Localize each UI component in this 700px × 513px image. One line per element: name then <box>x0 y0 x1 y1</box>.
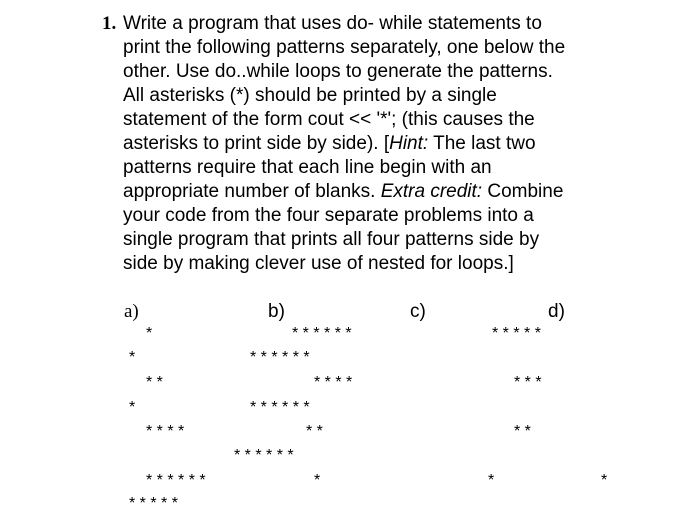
problem-text <box>123 12 623 276</box>
problem-line: single program that prints all four patterns side by <box>123 229 540 250</box>
pattern-row: * * * * * * <box>146 472 206 489</box>
pattern-row: * <box>129 399 136 416</box>
problem-line-text: The last two <box>428 133 536 154</box>
problem-line: statement of the form cout << '*'; (this causes the <box>123 109 535 130</box>
pattern-row: * * * * * * <box>250 399 310 416</box>
pattern-row: * * * * <box>314 374 353 391</box>
pattern-row: * <box>129 349 136 366</box>
problem-line: side by making clever use of nested for loops.] <box>123 253 514 274</box>
pattern-row: * <box>488 472 495 489</box>
problem-line: All asterisks (*) should be printed by a single <box>123 85 497 106</box>
pattern-row: * <box>146 325 153 342</box>
pattern-row: * * * * <box>146 423 185 440</box>
pattern-label-a: a) <box>124 301 139 322</box>
pattern-row: * * * * * * <box>292 325 352 342</box>
problem-line: patterns require that each line begin with an <box>123 157 492 178</box>
pattern-row: * <box>601 472 608 489</box>
problem-line: print the following patterns separately, one below the <box>123 37 566 58</box>
problem-line-text: Combine <box>482 181 564 202</box>
problem-line: Write a program that uses do- while statements to <box>123 13 542 34</box>
problem-line: your code from the four separate problems into a <box>123 205 534 226</box>
pattern-row: * * * * * <box>129 495 178 512</box>
pattern-row: * * * <box>514 374 542 391</box>
pattern-row: * * <box>146 374 163 391</box>
pattern-label-b: b) <box>268 301 285 322</box>
problem-line-text: appropriate number of blanks. <box>123 181 381 202</box>
problem-number: 1. <box>102 13 117 34</box>
pattern-label-c: c) <box>410 301 426 322</box>
problem-line <box>123 132 623 156</box>
pattern-row: * * <box>514 423 531 440</box>
pattern-row: * * <box>306 423 323 440</box>
problem-line <box>123 180 623 204</box>
problem-line-text: asterisks to print side by side). [ <box>123 133 390 154</box>
pattern-row: * * * * * * <box>250 349 310 366</box>
pattern-label-d: d) <box>548 301 565 322</box>
pattern-row: * <box>314 472 321 489</box>
pattern-row: * * * * * <box>492 325 541 342</box>
extra-credit-label: Extra credit: <box>380 181 483 202</box>
hint-label: Hint: <box>389 133 429 154</box>
pattern-row: * * * * * * <box>234 447 294 464</box>
problem-line: other. Use do..while loops to generate the patterns. <box>123 61 553 82</box>
